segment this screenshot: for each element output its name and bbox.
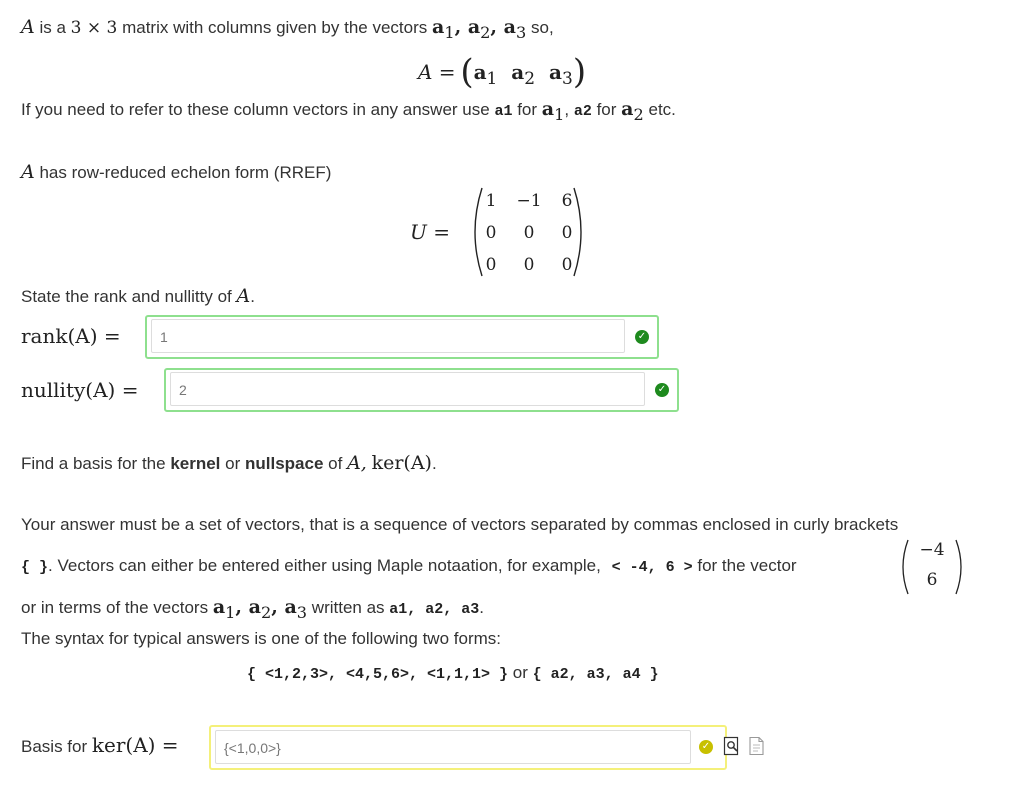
column-vectors: $a_1$, $a_2$, $a_3$ (432, 16, 527, 42)
instructions-period: . (479, 598, 485, 617)
help-document-icon[interactable] (748, 736, 766, 756)
kernel-question (21, 452, 437, 474)
refer-line (21, 98, 676, 124)
syntax-line: The syntax for typical answers is one of the following two forms: (21, 629, 501, 648)
instructions-line-3 (21, 596, 484, 622)
refer-vec-a1: $a_1$ (541, 98, 565, 124)
nullspace-term: nullspace (245, 454, 324, 473)
refer-for-1: for (517, 100, 538, 119)
ker-a: ker(A) (371, 452, 432, 474)
intro-text-2: matrix with columns given by the vectors (122, 18, 428, 37)
instructions-text-3a: or in terms of the vectors (21, 598, 209, 617)
braces-code: { } (21, 559, 49, 576)
rref-label: A has row-reduced echelon form (RREF) (21, 161, 332, 183)
rank-answer-box (145, 315, 659, 359)
for-the-vector-text: for the vector (697, 556, 797, 575)
refer-comma: , (564, 100, 570, 119)
rref-matrix-lhs: U = (410, 220, 450, 244)
rref-cell: 0 (485, 223, 497, 243)
rref-cell: 0 (561, 255, 573, 275)
preview-icon[interactable] (723, 736, 741, 756)
example-vector-cell: −4 (919, 540, 945, 560)
matrix-dims: 3 × 3 (70, 18, 118, 38)
basis-answer-box (209, 725, 727, 770)
rref-cell: 0 (485, 255, 497, 275)
rank-question-text: State the rank and nullitty of (21, 287, 232, 306)
matrix-a-columns: $a_1$ $a_2$ $a_3$ (473, 60, 573, 89)
instructions-line-1: Your answer must be a set of vectors, that is a sequence of vectors separated by commas enclosed in curly brackets (21, 515, 899, 534)
rref-cell: 1 (485, 191, 497, 211)
basis-label (21, 733, 179, 757)
instructions-line-2 (21, 556, 797, 576)
nullity-label: nullity(A) = (21, 378, 139, 402)
matrix-var-a: A (21, 16, 35, 38)
rank-input[interactable]: 1 (151, 319, 625, 353)
refer-code-a2: a2 (573, 103, 592, 120)
intro-text-1: is a (39, 18, 66, 37)
check-icon: ✓ (635, 330, 649, 344)
example-vector-cell: 6 (926, 570, 938, 590)
matrix-a-definition: $A = (a_1$ $a_2$ $a_3$) (418, 52, 587, 92)
nullity-answer-box (164, 368, 679, 412)
instructions-text-2: . Vectors can either be entered either using Maple notaation, for example, (48, 556, 601, 575)
matrix-a-lhs: A (418, 60, 433, 84)
instructions-text-3b: written as (311, 598, 385, 617)
kernel-term: kernel (170, 454, 221, 473)
kernel-question-text: Find a basis for the (21, 454, 166, 473)
refer-etc: etc. (648, 100, 676, 119)
nullity-input[interactable]: 2 (170, 372, 645, 406)
rank-label: rank(A) = (21, 324, 121, 348)
syntax-form-1: { <1,2,3>, <4,5,6>, <1,1,1> } (247, 666, 509, 683)
vectors-list: $a_1$, $a_2$, $a_3$ (212, 596, 308, 622)
refer-code-a1: a1 (494, 103, 513, 120)
refer-for-2: for (596, 100, 617, 119)
kernel-or: or (225, 454, 241, 473)
intro-text-3: so, (530, 18, 554, 37)
rref-cell: 0 (523, 255, 535, 275)
rank-question: State the rank and nullitty of A. (21, 285, 255, 307)
syntax-or: or (512, 663, 528, 682)
intro-line (21, 16, 554, 42)
syntax-form-2: { a2, a3, a4 } (532, 666, 659, 683)
example-code: < -4, 6 > (611, 559, 693, 576)
syntax-check-icon: ✓ (699, 740, 713, 754)
kernel-of: of (328, 454, 343, 473)
rank-question-var: A (236, 285, 251, 307)
rref-cell: 0 (561, 223, 573, 243)
basis-input[interactable]: {<1,0,0>} (215, 730, 691, 764)
rref-cell: −1 (516, 191, 542, 211)
basis-label-text: Basis for (21, 737, 88, 756)
rref-label-text: has row-reduced echelon form (RREF) (39, 163, 332, 182)
syntax-forms (247, 663, 659, 683)
check-icon: ✓ (655, 383, 669, 397)
basis-label-math: ker(A) = (91, 733, 179, 757)
rref-cell: 6 (561, 191, 573, 211)
refer-text: If you need to refer to these column vectors in any answer use (21, 100, 490, 119)
kernel-period: . (431, 454, 437, 473)
vectors-code: a1, a2, a3 (389, 601, 480, 618)
kernel-var: A, (347, 452, 367, 474)
rref-cell: 0 (523, 223, 535, 243)
refer-vec-a2: $a_2$ (621, 98, 644, 124)
